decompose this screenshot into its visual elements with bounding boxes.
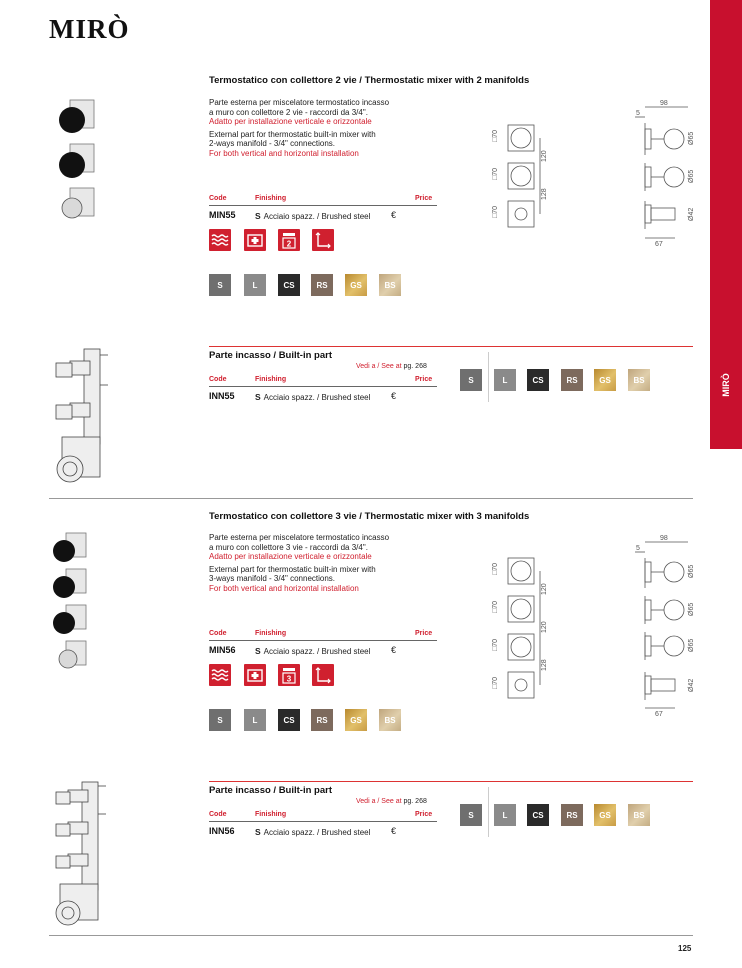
finishing-value [255,827,370,837]
finish-swatch-l[interactable]: L [494,804,516,826]
product-description [209,533,439,597]
desc-it-line: a muro con collettore 3 vie - raccordi da 3/4". [209,542,368,552]
finish-swatch-rs[interactable]: RS [311,709,333,731]
manifold-count-icon [278,229,300,251]
finish-swatch-l[interactable]: L [244,274,266,296]
product-photo-inn56 [48,778,110,928]
section-rule [209,346,693,347]
finish-swatch-cs[interactable]: CS [278,274,300,296]
dim-label: Ø42 [688,678,695,692]
desc-it-line: Parte esterna per miscelatore termostatico incasso [209,533,390,542]
price-header: Price [415,195,433,202]
finish-swatch-s[interactable]: S [209,274,231,296]
see-at-label: Vedi a / See at [356,363,402,370]
dim-label: Ø65 [688,602,695,616]
finish-name: Acciaio spazz. / Brushed steel [263,647,371,656]
finish-letter: S [255,211,261,221]
dim-label: Ø65 [688,169,695,183]
finish-swatch-cs[interactable]: CS [278,709,300,731]
code-header: Code [209,811,227,818]
price-header: Price [415,376,433,383]
desc-en-note: For both vertical and horizontal installation [209,148,359,158]
product-code: INN56 [209,826,235,836]
finish-swatch-bs[interactable]: BS [628,369,650,391]
dim-label: □70 [492,638,499,651]
manifold-count-icon [278,664,300,686]
page-number: 125 [678,944,692,953]
dim-label: □70 [492,676,499,689]
dim-label: □70 [492,167,499,180]
finish-name: Acciaio spazz. / Brushed steel [263,212,371,221]
code-header: Code [209,630,227,637]
finish-letter: S [255,646,261,656]
desc-it-note: Adatto per installazione verticale e orizzontale [209,552,372,562]
finishing-value [255,392,370,402]
header-rule [209,205,437,206]
product-photo-min56 [50,531,100,673]
product-description [209,98,439,162]
section-title: Parte incasso / Built-in part [209,785,332,796]
desc-it-line: Parte esterna per miscelatore termostatico incasso [209,98,390,107]
finish-swatch-rs[interactable]: RS [311,274,333,296]
desc-en-line: 2-ways manifold - 3/4" connections. [209,139,336,149]
column-divider [488,352,489,402]
finishing-value [255,211,370,221]
price-header: Price [415,811,433,818]
desc-en-line: External part for thermostatic built-in mixer with [209,564,376,574]
product-code: INN55 [209,391,235,401]
manifold-number: 2 [286,239,292,249]
product-photo-min55 [50,96,100,226]
section-title: Termostatico con collettore 3 vie / Thermostatic mixer with 3 manifolds [209,511,530,522]
finishing-header: Finishing [255,376,287,383]
see-at-label: Vedi a / See at [356,798,402,805]
water-waves-icon [209,229,231,251]
finishing-header: Finishing [255,630,287,637]
finish-swatch-cs[interactable]: CS [527,804,549,826]
desc-en-line: 3-ways manifold - 3/4" connections. [209,574,336,584]
finish-letter: S [255,827,261,837]
see-at-reference [356,363,427,370]
price-value: € [391,645,397,655]
finish-swatch-l[interactable]: L [244,709,266,731]
dim-label: □70 [492,600,499,613]
section-rule [209,781,693,782]
section-separator [49,498,693,499]
see-at-reference [356,798,427,805]
price-value: € [391,391,397,401]
product-code: MIN55 [209,210,236,220]
product-code: MIN56 [209,645,236,655]
desc-it-line: a muro con collettore 2 vie - raccordi da 3/4". [209,107,368,117]
side-tab [710,0,742,449]
technical-drawing-min55 [490,95,705,250]
dim-label: Ø65 [688,131,695,145]
thermostat-cross-icon [244,229,266,251]
dim-label: 67 [655,241,663,248]
column-divider [488,787,489,837]
finish-swatch-s[interactable]: S [209,709,231,731]
finish-swatch-bs[interactable]: BS [379,274,401,296]
price-header: Price [415,630,433,637]
product-photo-inn55 [48,345,113,485]
desc-it-note: Adatto per installazione verticale e orizzontale [209,117,372,127]
dim-label: 67 [655,711,663,718]
thermostat-cross-icon [244,664,266,686]
finish-name: Acciaio spazz. / Brushed steel [263,393,371,402]
technical-drawing-min56 [490,530,705,720]
finish-swatch-rs[interactable]: RS [561,369,583,391]
dim-label: 128 [541,188,548,200]
header-rule [209,821,437,822]
dim-label: Ø65 [688,564,695,578]
code-header: Code [209,376,227,383]
header-rule [209,640,437,641]
dim-label: 120 [541,150,548,162]
finishing-value [255,646,370,656]
dim-label: 98 [660,100,668,107]
desc-en-note: For both vertical and horizontal installation [209,583,359,593]
dim-label: 5 [636,110,640,117]
finishing-header: Finishing [255,811,287,818]
finish-name: Acciaio spazz. / Brushed steel [263,828,371,837]
price-value: € [391,826,397,836]
corner-angle-icon [312,229,334,251]
side-tab-label: MIRÒ [721,373,731,397]
footer-rule [49,935,693,936]
water-waves-icon [209,664,231,686]
dim-label: □70 [492,129,499,142]
finish-swatch-gs[interactable]: GS [345,709,367,731]
see-at-page[interactable]: pg. 268 [403,363,427,370]
finish-swatch-gs[interactable]: GS [594,804,616,826]
finish-swatch-cs[interactable]: CS [527,369,549,391]
dim-label: □70 [492,205,499,218]
finish-swatch-bs[interactable]: BS [379,709,401,731]
dim-label: 128 [541,659,548,671]
corner-angle-icon [312,664,334,686]
finish-swatch-rs[interactable]: RS [561,804,583,826]
dim-label: Ø42 [688,207,695,221]
dim-label: 5 [636,545,640,552]
finish-swatch-s[interactable]: S [460,804,482,826]
price-value: € [391,210,397,220]
finish-swatch-gs[interactable]: GS [345,274,367,296]
finish-swatch-l[interactable]: L [494,369,516,391]
dim-label: □70 [492,562,499,575]
finish-letter: S [255,392,261,402]
finish-swatch-bs[interactable]: BS [628,804,650,826]
brand-logo: MIRÒ [49,14,130,44]
dim-label: 120 [541,583,548,595]
section-title: Termostatico con collettore 2 vie / Thermostatic mixer with 2 manifolds [209,75,530,86]
dim-label: 98 [660,535,668,542]
code-header: Code [209,195,227,202]
section-title: Parte incasso / Built-in part [209,350,332,361]
desc-en-line: External part for thermostatic built-in mixer with [209,129,376,139]
dim-label: 120 [541,621,548,633]
finish-swatch-gs[interactable]: GS [594,369,616,391]
finishing-header: Finishing [255,195,287,202]
manifold-number: 3 [286,674,292,684]
see-at-page[interactable]: pg. 268 [403,798,427,805]
finish-swatch-s[interactable]: S [460,369,482,391]
header-rule [209,386,437,387]
dim-label: Ø65 [688,638,695,652]
